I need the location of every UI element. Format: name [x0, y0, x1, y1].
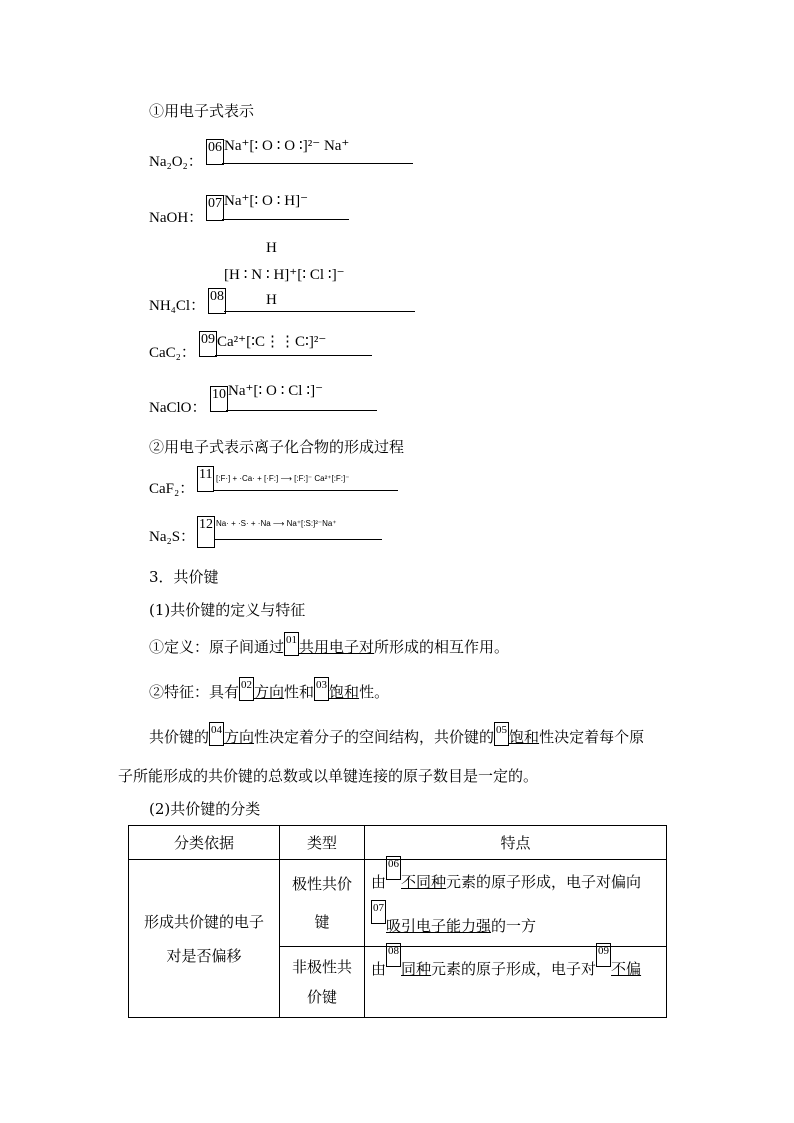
table-header: 分类依据	[129, 826, 280, 860]
answer-number-11: 11	[197, 466, 214, 492]
formula-naclo: Na⁺[∶ O ∶ Cl ∶]⁻	[228, 383, 324, 399]
formula-na2s-formation: Na· + ·S· + ·Na ⟶ Na⁺[:S:]²⁻Na⁺	[216, 519, 337, 528]
answer-shared-electron-pair: 共用电子对	[299, 638, 375, 656]
label-naoh: NaOH：	[149, 210, 204, 226]
answer-stronger-attraction: 吸引电子能力强	[386, 917, 492, 935]
formula-nh4cl: [H ∶ N ∶ H]⁺[∶ Cl ∶]⁻	[224, 267, 345, 283]
text: 由	[371, 960, 387, 978]
type-polar-line-1: 极性共价	[291, 875, 352, 893]
formula-cac2: Ca²⁺[∶C⋮⋮C∶]²⁻	[217, 334, 327, 350]
features-suffix: 性。	[359, 683, 390, 701]
answer-number-02: 02	[239, 677, 254, 701]
classification-table	[128, 825, 667, 1018]
features-line	[149, 681, 389, 702]
features-prefix: ②特征：具有	[149, 683, 240, 701]
answer-different-elements: 不同种	[401, 873, 447, 891]
answer-number-08: 08	[386, 943, 401, 967]
paragraph-text: 共价键的	[149, 728, 210, 746]
answer-saturation-2: 饱和	[509, 728, 540, 746]
type-polar-line-2: 键	[314, 913, 330, 931]
answer-number-06: 06	[386, 856, 401, 880]
features-middle: 性和	[284, 683, 315, 701]
feature-polar-line-2	[371, 904, 666, 946]
subheading-definition-features: (1)共价键的定义与特征	[149, 601, 306, 619]
answer-not-shifted: 不偏	[611, 960, 642, 978]
formula-naoh: Na⁺[∶ O ∶ H]⁻	[224, 193, 309, 209]
text: 的一方	[491, 917, 537, 935]
answer-underline	[224, 311, 415, 312]
formula-caf2-formation: [:F·] + ·Ca· + [·F:] ⟶ [:F:]⁻ Ca²⁺[:F:]⁻	[216, 474, 350, 483]
section-heading-formation-process: ②用电子式表示离子化合物的形成过程	[149, 438, 405, 456]
text: 元素的原子形成，电子对	[431, 960, 597, 978]
table-cell-type-nonpolar	[280, 947, 365, 1018]
paragraph-line-2: 子所能形成的共价键的总数或以单键连接的原子数目是一定的。	[118, 767, 539, 785]
basis-line-2: 对是否偏移	[166, 946, 242, 965]
basis-line-1: 形成共价键的电子	[143, 912, 264, 931]
answer-directionality: 方向	[254, 683, 285, 701]
answer-number-09: 09	[199, 331, 217, 357]
type-nonpolar-line-2: 价键	[306, 988, 337, 1006]
answer-number-03: 03	[314, 677, 329, 701]
answer-number-04: 04	[209, 722, 224, 746]
answer-underline	[214, 539, 382, 540]
answer-underline	[226, 410, 377, 411]
answer-number-05: 05	[494, 722, 509, 746]
label-nh4cl: NH₄Cl：	[149, 298, 206, 314]
table-cell-feature-polar	[365, 860, 667, 947]
table-header: 特点	[365, 826, 667, 860]
definition-suffix: 所形成的相互作用。	[374, 638, 510, 656]
answer-number-08: 08	[208, 288, 226, 314]
answer-number-06: 06	[206, 139, 224, 165]
answer-underline	[214, 490, 398, 491]
paragraph-text: 性决定着每个原	[539, 728, 645, 746]
answer-number-01: 01	[284, 632, 299, 656]
answer-number-09: 09	[596, 943, 611, 967]
paragraph-text: 性决定着分子的空间结构，共价键的	[254, 728, 495, 746]
label-naclo: NaClO：	[149, 400, 207, 416]
answer-same-element: 同种	[401, 960, 432, 978]
answer-directionality-2: 方向	[224, 728, 255, 746]
label-na2s: Na₂S：	[149, 529, 196, 545]
formula-nh4cl-bottom-h: H	[266, 292, 277, 308]
answer-underline	[222, 219, 349, 220]
answer-underline	[222, 163, 413, 164]
table-header: 类型	[280, 826, 365, 860]
answer-saturation: 饱和	[329, 683, 360, 701]
definition-prefix: ①定义：原子间通过	[149, 638, 285, 656]
answer-number-10: 10	[210, 386, 228, 412]
table-cell-feature-nonpolar	[365, 947, 667, 1018]
answer-number-12: 12	[197, 516, 215, 548]
formula-na2o2: Na⁺[∶ O ∶ O ∶]²⁻ Na⁺	[224, 138, 350, 154]
table-cell-basis	[129, 860, 280, 1018]
feature-polar-line-1	[371, 860, 666, 904]
type-nonpolar-line-1: 非极性共	[291, 958, 352, 976]
formula-nh4cl-top-h: H	[266, 240, 277, 256]
answer-number-07: 07	[371, 900, 386, 924]
table-cell-type-polar	[280, 860, 365, 947]
text: 元素的原子形成，电子对偏向	[446, 873, 642, 891]
label-caf2: CaF₂：	[149, 481, 195, 497]
section-heading-electron-formula: ①用电子式表示	[149, 102, 255, 120]
paragraph-line-1	[149, 726, 644, 747]
subheading-classification: (2)共价键的分类	[149, 800, 261, 818]
text: 由	[371, 873, 387, 891]
label-cac2: CaC₂：	[149, 345, 196, 361]
feature-nonpolar-line-1	[371, 947, 666, 987]
section-heading-covalent-bond: 3．共价键	[149, 568, 219, 586]
label-na2o2: Na₂O₂：	[149, 154, 203, 170]
definition-line	[149, 636, 509, 657]
answer-underline	[215, 355, 372, 356]
answer-number-07: 07	[206, 195, 224, 221]
